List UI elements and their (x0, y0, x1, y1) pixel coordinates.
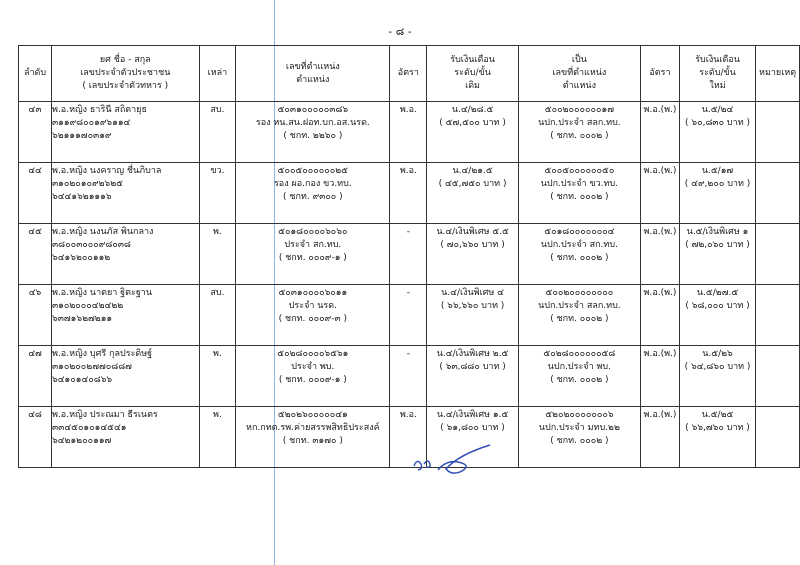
row-seq: ๔๖ (19, 285, 52, 346)
row-name: พ.อ.หญิง นงคราญ ชื่นภิบาล ๓๑๐๒๐๑๐๙๒๖๒๕ ๖๔๔๑๖๒๑๑๑๖ (52, 163, 200, 224)
header-name: ยศ ชื่อ - สกุล เลขประจำตัวประชาชน ( เลขประจำตัวทหาร ) (52, 46, 200, 102)
row-seq: ๔๘ (19, 407, 52, 468)
row-new-rate: พ.อ.(พ.) (641, 163, 680, 224)
row-old-salary: น.๔/เงินพิเศษ ๕.๕ ( ๗๐,๖๖๐ บาท ) (427, 224, 518, 285)
row-old-salary: น.๔/๒๑.๕ ( ๔๕,๗๕๐ บาท ) (427, 163, 518, 224)
header-new-rate: อัตรา (641, 46, 680, 102)
row-seq: ๔๔ (19, 163, 52, 224)
row-old-position: ๕๐๐๕๐๐๐๐๐๐๒๕ รอง ผอ.กอง ขว.ทบ. ( ชกท. ๙๓๐๐ ) (236, 163, 390, 224)
row-new-position: ๕๐๑๘๐๐๐๐๐๐๐๔ นปก.ประจำ สก.ทบ. ( ชกท. ๐๐๐๒ ) (518, 224, 640, 285)
table-row (19, 285, 800, 346)
row-seq: ๔๕ (19, 224, 52, 285)
row-new-rate: พ.อ.(พ.) (641, 346, 680, 407)
header-seq: ลำดับ (19, 46, 52, 102)
row-new-position: ๕๐๒๘๐๐๐๐๐๐๕๘ นปก.ประจำ พบ. ( ชกท. ๐๐๐๒ ) (518, 346, 640, 407)
row-old-position: ๕๐๓๑๐๐๐๐๐๓๘๖ รอง หน.สน.ฝอท.บก.อส.นรด. ( ชกท. ๒๒๖๐ ) (236, 102, 390, 163)
row-old-salary: น.๔/เงินพิเศษ ๔ ( ๖๖,๖๖๐ บาท ) (427, 285, 518, 346)
header-old-position: เลขที่ตำแหน่ง ตำแหน่ง (236, 46, 390, 102)
row-corps: ขว. (199, 163, 236, 224)
row-remark (756, 346, 800, 407)
page-number: - ๘ - (388, 25, 412, 38)
row-new-position: ๕๒๐๒๐๐๐๐๐๐๐๖ นปก.ประจำ มทบ.๒๒ ( ชกท. ๐๐๐๒ ) (518, 407, 640, 468)
row-remark (756, 102, 800, 163)
row-old-rate: พ.อ. (390, 163, 427, 224)
table-row (19, 346, 800, 407)
row-old-position: ๕๐๒๘๐๐๐๐๖๕๖๑ ประจำ พบ. ( ชกท. ๐๐๐๙-๑ ) (236, 346, 390, 407)
row-new-salary: น.๕/๑๗ ( ๔๙,๒๐๐ บาท ) (679, 163, 755, 224)
signature-scribble (408, 440, 498, 478)
row-new-position: ๕๐๐๕๐๐๐๐๐๐๕๐ นปก.ประจำ ขว.ทบ. ( ชกท. ๐๐๐๒ ) (518, 163, 640, 224)
row-new-salary: น.๕/๒๔ ( ๖๐,๘๓๐ บาท ) (679, 102, 755, 163)
row-name: พ.อ.หญิง ประณมา ธีรเนตร ๓๓๔๕๐๑๐๑๔๕๔๑ ๖๔๒๑๒๐๐๑๑๗ (52, 407, 200, 468)
row-remark (756, 163, 800, 224)
row-new-position: ๕๐๐๒๐๐๐๐๐๐๑๗ นปก.ประจำ สลก.ทบ. ( ชกท. ๐๐๐๒ ) (518, 102, 640, 163)
header-old-salary: รับเงินเดือน ระดับ/ขั้น เดิม (427, 46, 518, 102)
row-new-rate: พ.อ.(พ.) (641, 285, 680, 346)
row-new-rate: พ.อ.(พ.) (641, 102, 680, 163)
row-seq: ๔๓ (19, 102, 52, 163)
row-remark (756, 224, 800, 285)
row-corps: พ. (199, 407, 236, 468)
table-header-row (19, 46, 800, 102)
row-corps: พ. (199, 346, 236, 407)
row-old-rate: - (390, 224, 427, 285)
header-old-rate: อัตรา (390, 46, 427, 102)
row-old-rate: พ.อ. (390, 407, 427, 468)
row-corps: พ. (199, 224, 236, 285)
header-new-position: เป็น เลขที่ตำแหน่ง ตำแหน่ง (518, 46, 640, 102)
row-old-position: ๕๐๓๑๐๐๐๐๖๐๑๑ ประจำ นรด. ( ชกท. ๐๐๐๙-๓ ) (236, 285, 390, 346)
row-name: พ.อ.หญิง นาตยา ฐิตะฐาน ๓๑๐๒๐๐๐๔๒๔๒๒ ๖๓๗๑๖๒๗๒๑๑ (52, 285, 200, 346)
row-old-salary: น.๔/เงินพิเศษ ๑.๕ ( ๖๑,๘๐๐ บาท ) (427, 407, 518, 468)
row-new-salary: น.๕/๒๗.๕ ( ๖๘,๐๐๐ บาท ) (679, 285, 755, 346)
table-row (19, 163, 800, 224)
table-row (19, 224, 800, 285)
row-new-salary: น.๕/๒๕ ( ๖๖,๗๖๐ บาท ) (679, 407, 755, 468)
row-name: พ.อ.หญิง บุศรี กุลประดิษฐ์ ๓๑๐๒๐๐๒๗๗๐๘๘๗ ๖๔๑๐๑๔๐๘๖๖ (52, 346, 200, 407)
row-name: พ.อ.หญิง นงนภัส พินกลาง ๓๘๐๐๓๐๐๐๙๘๐๓๘ ๖๔๑๖๒๐๐๑๑๒ (52, 224, 200, 285)
row-seq: ๔๗ (19, 346, 52, 407)
row-remark (756, 285, 800, 346)
row-old-rate: พ.อ. (390, 102, 427, 163)
row-corps: สบ. (199, 285, 236, 346)
header-new-salary: รับเงินเดือน ระดับ/ขั้น ใหม่ (679, 46, 755, 102)
row-old-salary: น.๔/๒๘.๕ ( ๕๗,๕๐๐ บาท ) (427, 102, 518, 163)
personnel-table (18, 45, 800, 468)
row-corps: สบ. (199, 102, 236, 163)
row-old-salary: น.๔/เงินพิเศษ ๒.๕ ( ๖๓,๘๘๐ บาท ) (427, 346, 518, 407)
row-new-rate: พ.อ.(พ.) (641, 407, 680, 468)
table-row (19, 102, 800, 163)
row-old-rate: - (390, 346, 427, 407)
header-remark: หมายเหตุ (756, 46, 800, 102)
row-remark (756, 407, 800, 468)
row-old-position: ๕๐๑๘๐๐๐๐๖๐๖๐ ประจำ สก.ทบ. ( ชกท. ๐๐๐๙-๑ ) (236, 224, 390, 285)
row-new-salary: น.๕/เงินพิเศษ ๑ ( ๗๒,๐๖๐ บาท ) (679, 224, 755, 285)
header-corps: เหล่า (199, 46, 236, 102)
row-old-rate: - (390, 285, 427, 346)
row-new-position: ๕๐๐๒๐๐๐๐๐๐๐๐ นปก.ประจำ สลก.ทบ. ( ชกท. ๐๐๐๒ ) (518, 285, 640, 346)
row-new-rate: พ.อ.(พ.) (641, 224, 680, 285)
row-new-salary: น.๕/๒๖ ( ๖๔,๘๖๐ บาท ) (679, 346, 755, 407)
row-old-position: ๕๒๐๒๖๐๐๐๐๐๔๑ หก.กทต.รพ.ค่ายสรรพสิทธิประสงค์ ( ชกท. ๓๑๗๐ ) (236, 407, 390, 468)
row-name: พ.อ.หญิง ธารินี สถิตายุธ ๓๑๑๙๘๐๐๑๙๖๑๑๔ ๖๒๑๑๑๗๐๓๑๙ (52, 102, 200, 163)
table-body (19, 102, 800, 468)
